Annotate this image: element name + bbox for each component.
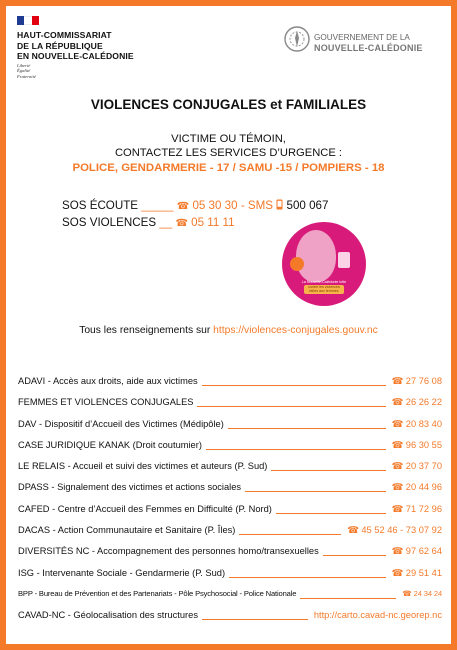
telephone-icon: ☎ <box>391 397 406 408</box>
contact-name: ISG - Intervenante Sociale - Gendarmerie (P. Sud) <box>18 567 226 578</box>
contact-name: LE RELAIS - Accueil et suivi des victimes et auteurs (P. Sud) <box>18 461 268 472</box>
contact-row <box>18 504 442 525</box>
contact-link[interactable]: http://carto.cavad-nc.georep.nc <box>313 610 442 621</box>
contact-row <box>18 461 442 482</box>
sms-number[interactable]: 500 067 <box>286 199 329 212</box>
badge-caption: La Nouvelle-Calédonie lutte contre les violences faites aux femmes <box>301 280 347 294</box>
contact-row <box>18 589 442 610</box>
haut-commissariat-name: HAUT-COMMISSARIAT DE LA RÉPUBLIQUE EN NOUVELLE-CALÉDONIE <box>17 30 134 61</box>
contact-row <box>18 482 442 503</box>
contact-name: DACAS - Action Communautaire et Sanitaire (P. Îles) <box>18 525 236 536</box>
leader-line <box>229 577 386 578</box>
telephone-icon: ☎ <box>391 376 406 386</box>
separator-line: __ <box>159 216 176 229</box>
telephone-icon: ☎ <box>391 546 406 557</box>
leader-line <box>202 385 386 386</box>
sos-ecoute-phone[interactable]: 05 30 30 <box>192 199 238 212</box>
sos-violences-label: SOS VIOLENCES <box>62 216 157 229</box>
contact-phone[interactable]: 24 34 24 <box>413 588 442 598</box>
contact-name: CAVAD-NC - Géolocalisation des structures <box>18 610 198 621</box>
emergency-numbers: POLICE, GENDARMERIE - 17 / SAMU -15 / POMPIERS - 18 <box>72 162 385 174</box>
telephone-icon: ☎ <box>347 525 362 536</box>
leader-line <box>323 555 386 556</box>
telephone-icon: ☎ <box>402 588 414 598</box>
info-text: Tous les renseignements sur <box>79 325 211 336</box>
telephone-icon: ☎ <box>391 461 406 472</box>
telephone-icon: ☎ <box>391 482 406 493</box>
contact-phone[interactable]: 20 83 40 <box>405 418 442 429</box>
info-link[interactable]: https://violences-conjugales.gouv.nc <box>213 325 378 336</box>
contact-row <box>18 397 442 418</box>
telephone-icon: ☎ <box>176 201 190 212</box>
leader-line <box>276 513 386 514</box>
flower-icon <box>290 257 304 271</box>
contact-name: DIVERSITÉS NC - Accompagnement des personnes homo/transexuelles <box>18 546 319 557</box>
woman-portrait-icon <box>296 230 336 282</box>
leader-line <box>206 449 386 450</box>
sos-violences-line <box>62 216 235 229</box>
contact-phone[interactable]: 71 72 96 <box>405 503 442 514</box>
contact-row <box>18 419 442 440</box>
info-line <box>0 325 457 336</box>
header <box>14 10 444 82</box>
contact-row <box>18 440 442 461</box>
contact-name: FEMMES ET VIOLENCES CONJUGALES <box>18 397 194 408</box>
government-name: GOUVERNEMENT DE LA NOUVELLE-CALÉDONIE <box>314 33 423 53</box>
contact-phone[interactable]: 26 26 22 <box>405 397 442 408</box>
mobile-phone-icon <box>276 199 283 210</box>
telephone-icon: ☎ <box>391 439 406 450</box>
telephone-icon: ☎ <box>391 418 406 429</box>
contact-phone[interactable]: 97 62 64 <box>405 546 442 557</box>
leader-line <box>228 428 386 429</box>
sos-violences-phone[interactable]: 05 11 11 <box>191 216 235 229</box>
leader-line <box>300 598 396 599</box>
sms-label: SMS <box>247 199 274 212</box>
government-logo-icon <box>284 26 310 52</box>
telephone-icon: ☎ <box>391 503 406 514</box>
contact-row <box>18 610 442 631</box>
contact-name: BPP - Bureau de Prévention et des Partenariats - Pôle Psychosocial - Police Nationale <box>18 588 297 598</box>
contact-phone[interactable]: 29 51 41 <box>405 567 442 578</box>
campaign-badge <box>282 222 366 306</box>
contact-phone[interactable]: 27 76 08 <box>405 376 442 386</box>
leader-line <box>271 470 385 471</box>
contact-list <box>18 376 442 632</box>
sos-ecoute-line: SOS ÉCOUTE _____ ☎ 05 30 30 - SMS 500 067 <box>62 199 329 212</box>
leader-line <box>197 406 385 407</box>
leader-line <box>245 491 386 492</box>
contact-phone[interactable]: 20 37 70 <box>405 461 442 472</box>
separator-line: _____ <box>141 199 177 212</box>
leader-line <box>202 619 308 620</box>
contact-name: ADAVI - Accès aux droits, aide aux victimes <box>18 376 198 386</box>
telephone-icon: ☎ <box>175 218 188 229</box>
contact-name: DPASS - Signalement des victimes et actions sociales <box>18 482 242 493</box>
contact-phone[interactable]: 96 30 55 <box>405 439 442 450</box>
contact-row <box>18 568 442 589</box>
contact-row <box>18 525 442 546</box>
contact-row <box>18 376 442 397</box>
contact-name: DAV - Dispositif d’Accueil des Victimes (Médipôle) <box>18 418 224 429</box>
page-title: VIOLENCES CONJUGALES et FAMILIALES <box>90 97 367 112</box>
telephone-icon: ☎ <box>391 567 406 578</box>
contact-phone[interactable]: 20 44 96 <box>405 482 442 493</box>
republic-motto: Liberté Égalité Fraternité <box>17 63 36 79</box>
contact-phone[interactable]: 45 52 46 - 73 07 92 <box>361 525 442 536</box>
victim-instructions: VICTIME OU TÉMOIN, CONTACTEZ LES SERVICES D’URGENCE : <box>114 133 343 159</box>
contact-name: CAFED - Centre d’Accueil des Femmes en Difficulté (P. Nord) <box>18 503 272 514</box>
contact-row <box>18 546 442 567</box>
government-mark-icon <box>338 252 350 268</box>
leader-line <box>239 534 341 535</box>
contact-name: CASE JURIDIQUE KANAK (Droit coutumier) <box>18 439 202 450</box>
sos-ecoute-label: SOS ÉCOUTE <box>62 199 139 212</box>
french-flag-icon <box>17 16 39 25</box>
